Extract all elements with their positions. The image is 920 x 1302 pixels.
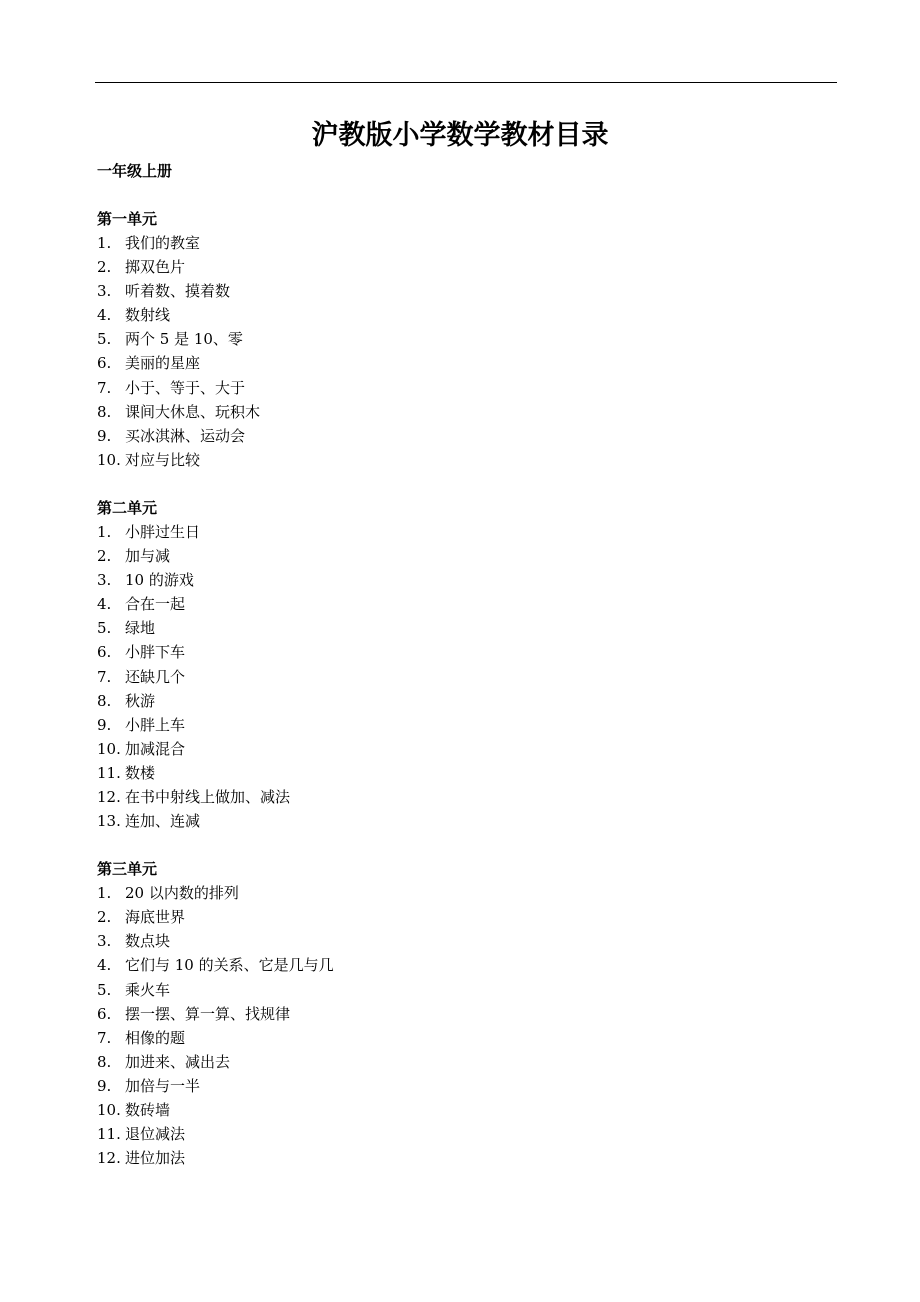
lesson-item	[97, 1146, 837, 1170]
lesson-item	[97, 255, 837, 279]
lesson-title: 加减混合	[125, 739, 186, 758]
lesson-number: 3.	[97, 932, 112, 951]
lesson-number: 2.	[97, 547, 112, 566]
lesson-title: 进位加法	[125, 1149, 186, 1168]
lesson-title: 美丽的星座	[125, 354, 201, 373]
lesson-number: 12.	[97, 787, 121, 806]
lesson-item	[97, 1098, 837, 1122]
lesson-number: 9.	[97, 715, 112, 734]
lesson-title: 数楼	[125, 763, 156, 782]
lesson-item	[97, 640, 837, 664]
lesson-number: 6.	[97, 643, 112, 662]
lesson-title: 在书中射线上做加、减法	[125, 787, 291, 806]
lesson-item	[97, 327, 837, 351]
lesson-number: 11.	[97, 1125, 121, 1144]
lesson-title: 课间大休息、玩积木	[125, 402, 261, 421]
lesson-number: 4.	[97, 595, 112, 614]
lesson-item	[97, 231, 837, 255]
lesson-item	[97, 713, 837, 737]
lesson-item	[97, 1002, 837, 1026]
lesson-item	[97, 376, 837, 400]
lesson-number: 1.	[97, 234, 112, 252]
lesson-title: 10 的游戏	[125, 571, 194, 590]
lesson-title: 摆一摆、算一算、找规律	[125, 1004, 291, 1023]
lesson-number: 7.	[97, 667, 112, 686]
lesson-item	[97, 303, 837, 327]
lesson-number: 9.	[97, 426, 112, 445]
lesson-title: 它们与 10 的关系、它是几与几	[125, 956, 334, 975]
lesson-number: 8.	[97, 402, 112, 421]
lesson-item	[97, 279, 837, 303]
grade-heading: 一年级上册	[97, 162, 173, 180]
lesson-title: 加与减	[125, 547, 171, 566]
lesson-number: 13.	[97, 812, 121, 831]
lesson-title: 秋游	[125, 691, 156, 710]
lesson-item	[97, 424, 837, 448]
lesson-number: 3.	[97, 571, 112, 590]
lesson-number: 6.	[97, 354, 112, 373]
lesson-number: 1.	[97, 884, 112, 903]
lesson-list	[97, 520, 837, 833]
lesson-number: 7.	[97, 1028, 112, 1047]
lesson-number: 5.	[97, 330, 112, 349]
lesson-title: 小于、等于、大于	[125, 378, 246, 397]
lesson-item	[97, 978, 837, 1002]
lesson-title: 小胖过生日	[125, 522, 201, 541]
lesson-item	[97, 785, 837, 809]
lesson-title: 加进来、减出去	[125, 1052, 231, 1071]
lesson-number: 3.	[97, 282, 112, 301]
lesson-number: 2.	[97, 908, 112, 927]
page-title: 沪教版小学数学教材目录	[311, 120, 609, 151]
unit-list	[97, 207, 837, 1170]
unit-title: 第一单元	[97, 210, 158, 228]
lesson-title: 买冰淇淋、运动会	[125, 426, 246, 445]
lesson-title: 掷双色片	[125, 258, 186, 277]
lesson-title: 还缺几个	[125, 667, 186, 686]
lesson-item	[97, 1050, 837, 1074]
lesson-item	[97, 1026, 837, 1050]
lesson-title: 我们的教室	[125, 234, 201, 252]
lesson-list	[97, 231, 837, 472]
lesson-item	[97, 544, 837, 568]
lesson-item	[97, 953, 837, 977]
lesson-item	[97, 761, 837, 785]
lesson-number: 8.	[97, 691, 112, 710]
lesson-item	[97, 592, 837, 616]
lesson-item	[97, 905, 837, 929]
lesson-number: 11.	[97, 763, 121, 782]
lesson-title: 海底世界	[125, 908, 186, 927]
table-of-contents	[97, 159, 837, 1170]
lesson-list	[97, 881, 837, 1170]
lesson-item	[97, 881, 837, 905]
lesson-item	[97, 568, 837, 592]
lesson-item	[97, 351, 837, 375]
lesson-title: 小胖上车	[125, 715, 186, 734]
unit-title: 第二单元	[97, 498, 158, 517]
lesson-number: 12.	[97, 1149, 121, 1168]
unit-section	[97, 496, 837, 833]
lesson-number: 10.	[97, 739, 121, 758]
lesson-item	[97, 665, 837, 689]
lesson-number: 2.	[97, 258, 112, 277]
lesson-title: 小胖下车	[125, 643, 186, 662]
lesson-number: 10.	[97, 450, 121, 469]
lesson-number: 1.	[97, 522, 112, 541]
lesson-item	[97, 737, 837, 761]
lesson-title: 数射线	[125, 306, 171, 325]
lesson-title: 退位减法	[125, 1125, 186, 1144]
lesson-title: 听着数、摸着数	[125, 282, 231, 301]
lesson-item	[97, 616, 837, 640]
lesson-item	[97, 1122, 837, 1146]
lesson-title: 数砖墙	[125, 1101, 171, 1119]
lesson-number: 10.	[97, 1101, 121, 1119]
lesson-number: 8.	[97, 1052, 112, 1071]
unit-section	[97, 857, 837, 1170]
lesson-item	[97, 929, 837, 953]
lesson-title: 对应与比较	[125, 450, 201, 469]
lesson-number: 4.	[97, 956, 112, 975]
lesson-title: 加倍与一半	[125, 1076, 201, 1095]
lesson-number: 9.	[97, 1076, 112, 1095]
lesson-number: 5.	[97, 619, 112, 638]
lesson-title: 合在一起	[125, 595, 186, 614]
lesson-title: 两个 5 是 10、零	[125, 330, 243, 349]
unit-section	[97, 207, 837, 472]
lesson-number: 5.	[97, 980, 112, 999]
lesson-item	[97, 520, 837, 544]
lesson-title: 乘火车	[125, 980, 171, 999]
lesson-item	[97, 1074, 837, 1098]
lesson-number: 7.	[97, 378, 112, 397]
lesson-title: 相像的题	[125, 1028, 186, 1047]
unit-title: 第三单元	[97, 860, 158, 879]
header-rule	[95, 82, 837, 83]
lesson-title: 20 以内数的排列	[125, 884, 239, 903]
lesson-item	[97, 809, 837, 833]
lesson-item	[97, 400, 837, 424]
lesson-item	[97, 689, 837, 713]
lesson-title: 绿地	[125, 619, 156, 638]
lesson-title: 数点块	[125, 932, 171, 951]
lesson-title: 连加、连减	[125, 812, 201, 831]
lesson-item	[97, 448, 837, 472]
lesson-number: 4.	[97, 306, 112, 325]
lesson-number: 6.	[97, 1004, 112, 1023]
